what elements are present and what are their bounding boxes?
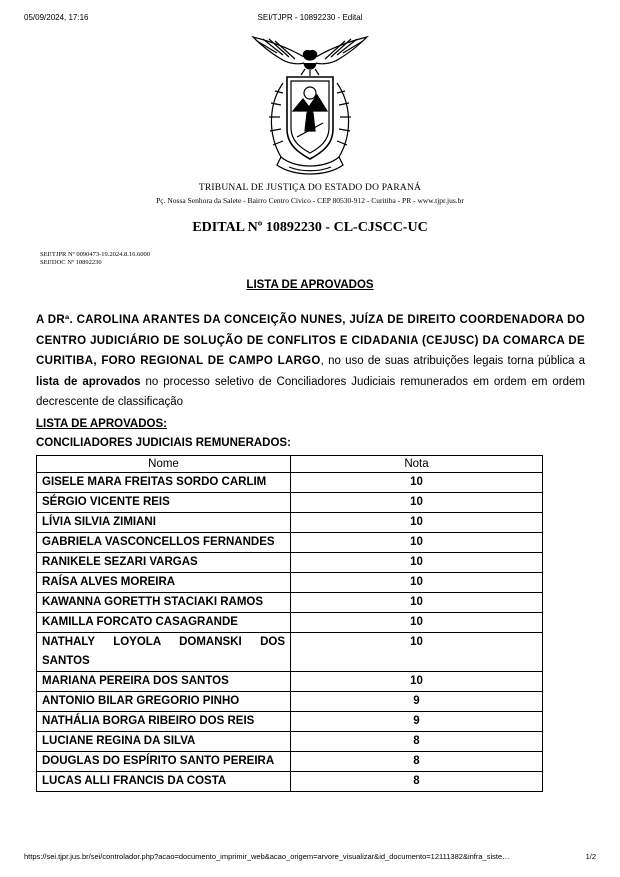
column-header-score: Nota <box>291 456 543 473</box>
sei-process-number: SEI!TJPR Nº 0090473-19.2024.8.16.6000 <box>40 251 150 258</box>
candidate-name: GABRIELA VASCONCELLOS FERNANDES <box>37 533 291 553</box>
candidate-name: NATHALY LOYOLA DOMANSKI DOS SANTOS <box>37 633 291 672</box>
candidate-score: 10 <box>291 533 543 553</box>
table-row <box>37 533 543 553</box>
print-header <box>24 13 596 25</box>
table-row <box>37 732 543 752</box>
table-row <box>37 712 543 732</box>
print-url: https://sei.tjpr.jus.br/sei/controlador.php?acao=documento_imprimir_web&acao_origem=arvore_visualizar&id_documento=12111382&infra_siste… <box>24 852 510 861</box>
candidate-score: 8 <box>291 732 543 752</box>
candidate-name: LUCAS ALLI FRANCIS DA COSTA <box>37 772 291 792</box>
candidate-name: ANTONIO BILAR GREGORIO PINHO <box>37 692 291 712</box>
candidate-name: SÉRGIO VICENTE REIS <box>37 493 291 513</box>
table-row <box>37 573 543 593</box>
column-header-name: Nome <box>37 456 291 473</box>
candidate-name: LÍVIA SILVIA ZIMIANI <box>37 513 291 533</box>
table-header-row <box>37 456 543 473</box>
print-footer <box>24 852 596 864</box>
table-row <box>37 613 543 633</box>
print-datetime: 05/09/2024, 17:16 <box>24 13 89 22</box>
table-row <box>37 633 543 672</box>
candidate-score: 10 <box>291 593 543 613</box>
parana-coat-of-arms-icon <box>247 33 373 179</box>
approved-table <box>36 455 543 792</box>
intro-authority: A DRª. CAROLINA ARANTES DA CONCEIÇÃO NUNES, JUÍZA DE DIREITO COORDENADORA DO CENTRO JUDICIÁRIO DE SOLUÇÃO DE CONFLITOS E CIDADANIA (CEJUSC) DA COMARCA DE CURITIBA, FORO REGIONAL DE CAMPO LARGO <box>36 314 585 367</box>
table-row <box>37 493 543 513</box>
candidate-score: 10 <box>291 473 543 493</box>
section-label-conciliators: CONCILIADORES JUDICIAIS REMUNERADOS: <box>36 437 291 449</box>
candidate-score: 8 <box>291 752 543 772</box>
table-row <box>37 672 543 692</box>
section-label-approved: LISTA DE APROVADOS: <box>36 418 167 430</box>
institution-address: Pç. Nossa Senhora da Salete - Bairro Centro Cívico - CEP 80530-912 - Curitiba - PR - www.tjpr.jus.br <box>156 196 464 205</box>
page-number: 1/2 <box>585 852 596 861</box>
candidate-name: MARIANA PEREIRA DOS SANTOS <box>37 672 291 692</box>
institution-name: TRIBUNAL DE JUSTIÇA DO ESTADO DO PARANÁ <box>198 183 422 193</box>
intro-text-1: , no uso de suas atribuições legais torna pública a <box>320 355 586 367</box>
candidate-score: 10 <box>291 493 543 513</box>
table-row <box>37 772 543 792</box>
candidate-name: LUCIANE REGINA DA SILVA <box>37 732 291 752</box>
candidate-score: 10 <box>291 553 543 573</box>
candidate-score: 8 <box>291 772 543 792</box>
candidate-name: RANIKELE SEZARI VARGAS <box>37 553 291 573</box>
sei-metadata <box>40 251 150 267</box>
candidate-name: KAMILLA FORCATO CASAGRANDE <box>37 613 291 633</box>
table-row <box>37 473 543 493</box>
table-row <box>37 593 543 613</box>
intro-emphasis: lista de aprovados <box>36 375 141 388</box>
candidate-score: 10 <box>291 573 543 593</box>
candidate-score: 10 <box>291 633 543 672</box>
candidate-score: 10 <box>291 613 543 633</box>
sei-document-number: SEI!DOC Nº 10892230 <box>40 259 102 266</box>
edital-title: EDITAL Nº 10892230 - CL-CJSCC-UC <box>192 220 428 235</box>
lista-title: LISTA DE APROVADOS <box>246 279 374 291</box>
candidate-name: DOUGLAS DO ESPÍRITO SANTO PEREIRA <box>37 752 291 772</box>
candidate-score: 9 <box>291 692 543 712</box>
candidate-name: KAWANNA GORETTH STACIAKI RAMOS <box>37 593 291 613</box>
candidate-name: NATHÁLIA BORGA RIBEIRO DOS REIS <box>37 712 291 732</box>
candidate-score: 9 <box>291 712 543 732</box>
table-row <box>37 553 543 573</box>
table-row <box>37 752 543 772</box>
intro-text-2: no processo seletivo de Conciliadores Judiciais remunerados em ordem em ordem decrescente de classificação <box>36 375 585 408</box>
candidate-score: 10 <box>291 513 543 533</box>
table-row <box>37 692 543 712</box>
intro-paragraph <box>36 310 585 413</box>
candidate-name: GISELE MARA FREITAS SORDO CARLIM <box>37 473 291 493</box>
table-row <box>37 513 543 533</box>
print-doc-title: SEI/TJPR - 10892230 - Edital <box>257 13 363 22</box>
candidate-score: 10 <box>291 672 543 692</box>
candidate-name: RAÍSA ALVES MOREIRA <box>37 573 291 593</box>
